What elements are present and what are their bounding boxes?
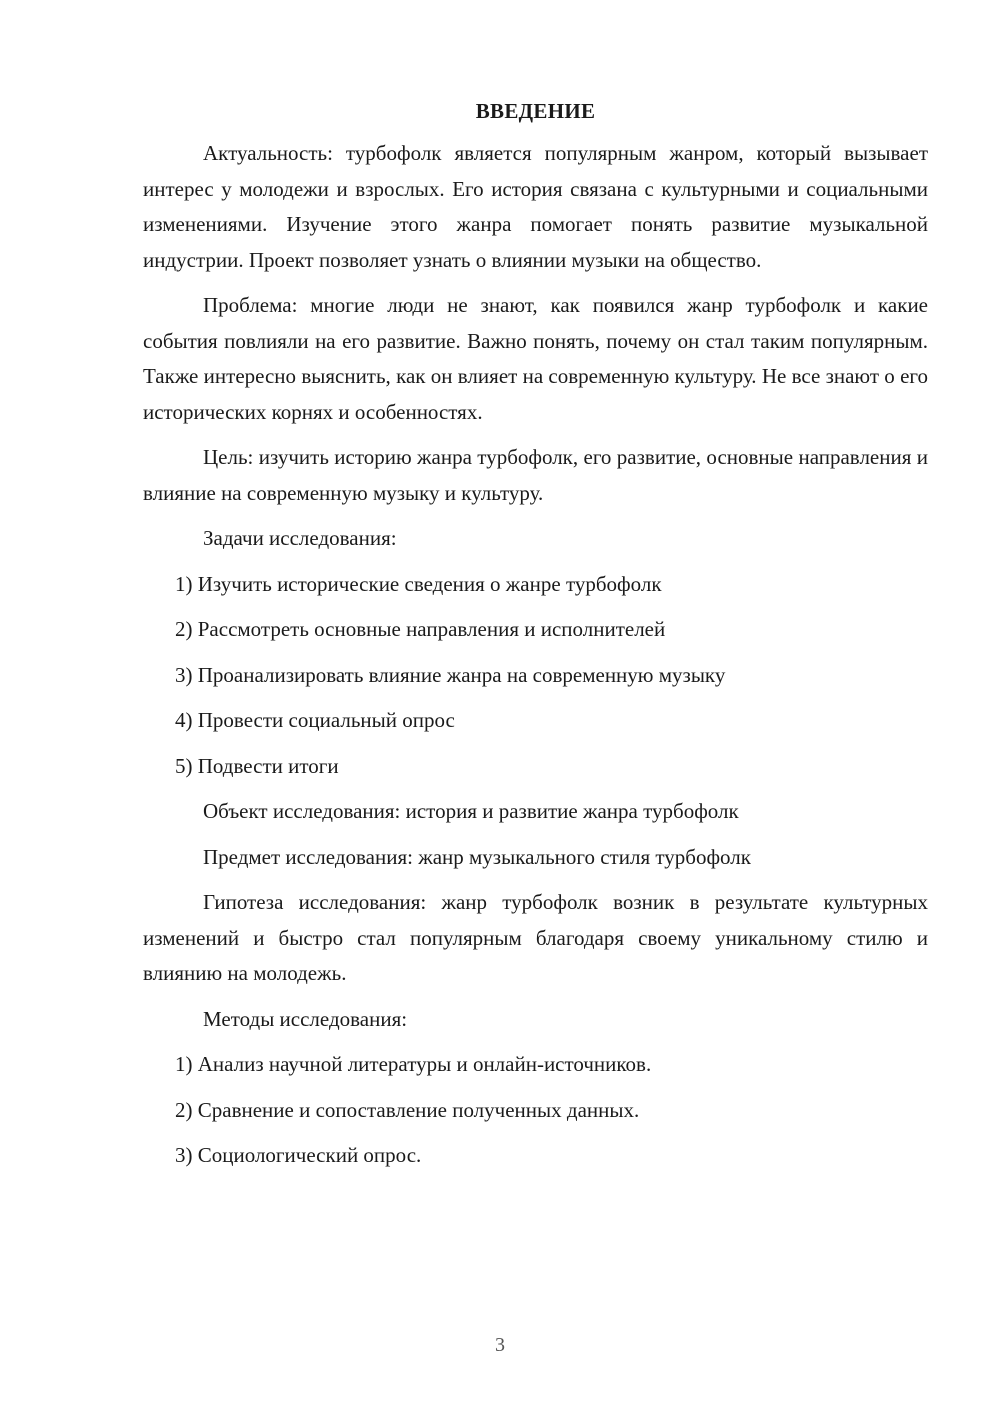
section-title: ВВЕДЕНИЕ <box>475 99 596 123</box>
methods-heading: Методы исследования: <box>203 1006 408 1031</box>
relevance-paragraph: Актуальность: турбофолк является популярным жанром, который вызывает интерес у молодежи и взрослых. Его история связана с культурными и социальными изменениями. Изучение этого жанра помогает понять развитие музыкальной индустрии. Проект позволяет узнать о влиянии музыки на общество. <box>143 141 928 272</box>
object-line: Объект исследования: история и развитие жанра турбофолк <box>203 799 739 823</box>
task-item: 3) Проанализировать влияние жанра на современную музыку <box>175 662 726 687</box>
page-number: 3 <box>495 1334 505 1356</box>
method-item: 2) Сравнение и сопоставление полученных данных. <box>175 1097 640 1122</box>
task-item: 1) Изучить исторические сведения о жанре турбофолк <box>175 571 662 596</box>
method-item: 3) Социологический опрос. <box>175 1143 422 1167</box>
subject-line: Предмет исследования: жанр музыкального стиля турбофолк <box>203 844 751 869</box>
hypothesis-paragraph: Гипотеза исследования: жанр турбофолк возник в результате культурных изменений и быстро стал популярным благодаря своему уникальному стилю и влиянию на молодежь. <box>143 890 928 985</box>
method-item: 1) Анализ научной литературы и онлайн-источников. <box>175 1052 652 1076</box>
document-page <box>143 96 928 1184</box>
goal-paragraph: Цель: изучить историю жанра турбофолк, его развитие, основные направления и влияние на современную музыку и культуру. <box>143 445 928 505</box>
task-item: 2) Рассмотреть основные направления и исполнителей <box>175 617 666 641</box>
problem-paragraph: Проблема: многие люди не знают, как появился жанр турбофолк и какие события повлияли на его развитие. Важно понять, почему он стал таким популярным. Также интересно выяснить, как он влияет на современную культуру. Не все знают о его исторических корнях и особенностях. <box>143 293 928 424</box>
tasks-heading: Задачи исследования: <box>203 526 397 550</box>
task-item: 4) Провести социальный опрос <box>175 708 455 732</box>
task-item: 5) Подвести итоги <box>175 753 339 778</box>
